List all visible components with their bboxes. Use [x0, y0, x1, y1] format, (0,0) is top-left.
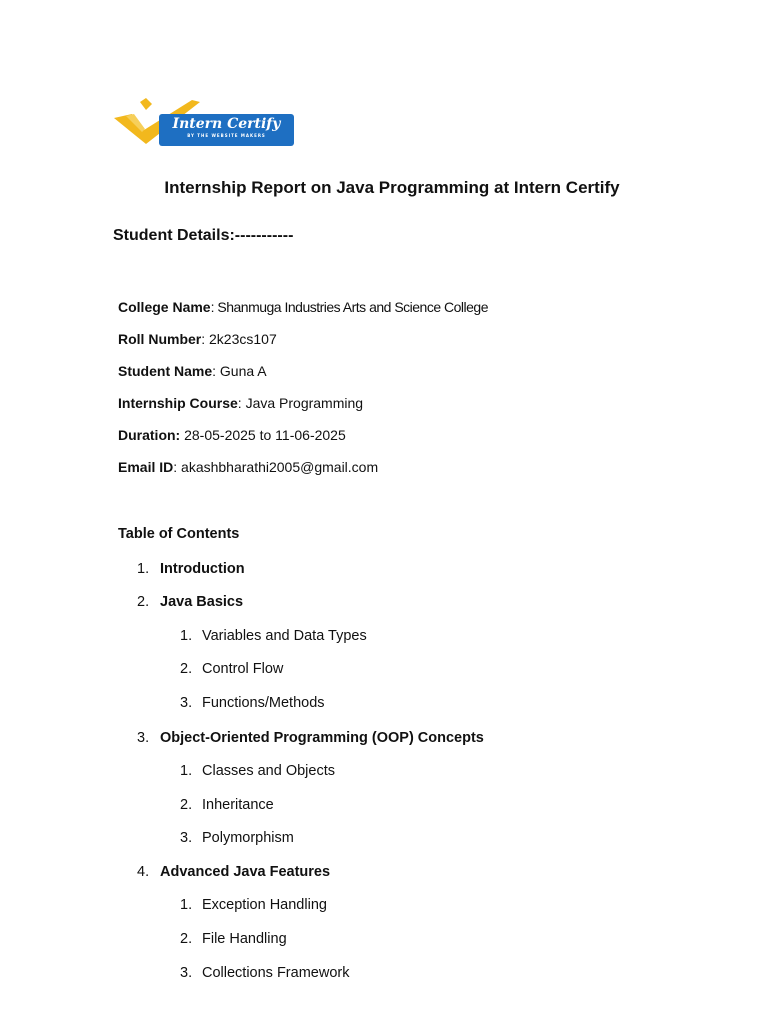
student-name-value: : Guna A	[212, 363, 267, 379]
toc-subitem-label: File Handling	[202, 931, 287, 947]
toc-subitem-label: Classes and Objects	[202, 763, 335, 779]
toc-subitem-number: 3.	[180, 965, 193, 981]
toc-subitem-number: 2.	[180, 797, 193, 813]
intern-certify-logo	[112, 96, 296, 150]
toc-subitem	[180, 896, 327, 914]
toc-subitem	[180, 694, 325, 712]
roll-number-row	[118, 330, 277, 348]
internship-course-value: : Java Programming	[237, 395, 364, 411]
toc-subitem-label: Collections Framework	[202, 965, 350, 981]
email-row	[118, 458, 378, 476]
toc-subitem-number: 3.	[180, 830, 193, 846]
toc-subitem-label: Variables and Data Types	[202, 628, 367, 644]
duration-row	[118, 426, 346, 444]
college-name-row	[118, 298, 488, 316]
logo-title: Intern Certify	[172, 116, 281, 132]
toc-subitem-label: Exception Handling	[202, 897, 327, 913]
toc-subitem	[180, 930, 287, 948]
toc-item-java-basics	[137, 593, 243, 611]
internship-course-label: Internship Course	[118, 395, 238, 411]
toc-item-introduction	[137, 560, 245, 578]
toc-item-oop-concepts	[137, 729, 484, 747]
toc-subitem	[180, 964, 349, 982]
toc-item-number: 1.	[137, 561, 150, 577]
toc-item-label: Object-Oriented Programming (OOP) Concepts	[160, 730, 484, 746]
email-label: Email ID	[118, 459, 174, 475]
toc-subitem-label: Functions/Methods	[202, 695, 325, 711]
duration-label: Duration:	[118, 427, 181, 443]
toc-subitem-number: 1.	[180, 763, 193, 779]
toc-subitem-number: 2.	[180, 931, 193, 947]
student-details-heading: Student Details:-----------	[113, 227, 294, 244]
email-value: : akashbharathi2005@gmail.com	[173, 459, 379, 475]
toc-item-number: 4.	[137, 864, 150, 880]
toc-heading: Table of Contents	[118, 526, 240, 542]
roll-number-value: : 2k23cs107	[201, 331, 277, 347]
toc-item-number: 2.	[137, 594, 150, 610]
college-name-label: College Name	[118, 299, 211, 315]
toc-item-number: 3.	[137, 730, 150, 746]
internship-course-row	[118, 394, 363, 412]
toc-subitem-number: 1.	[180, 628, 193, 644]
toc-subitem-number: 1.	[180, 897, 193, 913]
roll-number-label: Roll Number	[118, 331, 202, 347]
toc-subitem-label: Inheritance	[202, 797, 274, 813]
toc-item-label: Advanced Java Features	[160, 864, 331, 880]
document-title: Internship Report on Java Programming at Intern Certify	[164, 178, 620, 197]
student-name-row	[118, 362, 267, 380]
toc-subitem	[180, 796, 274, 814]
toc-subitem	[180, 762, 335, 780]
toc-subitem-number: 2.	[180, 661, 193, 677]
logo-subtitle: BY THE WEBSITE MAKERS	[187, 133, 266, 138]
toc-subitem	[180, 627, 367, 645]
toc-subitem-number: 3.	[180, 695, 193, 711]
toc-subitem-label: Polymorphism	[202, 830, 294, 846]
toc-item-label: Introduction	[160, 561, 245, 577]
toc-subitem-label: Control Flow	[202, 661, 284, 677]
toc-subitem	[180, 660, 283, 678]
college-name-value: : Shanmuga Industries Arts and Science College	[210, 299, 488, 315]
toc-item-label: Java Basics	[160, 594, 244, 610]
toc-item-advanced-java	[137, 863, 330, 881]
toc-subitem	[180, 829, 294, 847]
duration-value: 28-05-2025 to 11-06-2025	[180, 427, 346, 443]
student-name-label: Student Name	[118, 363, 213, 379]
logo-badge	[159, 114, 294, 146]
